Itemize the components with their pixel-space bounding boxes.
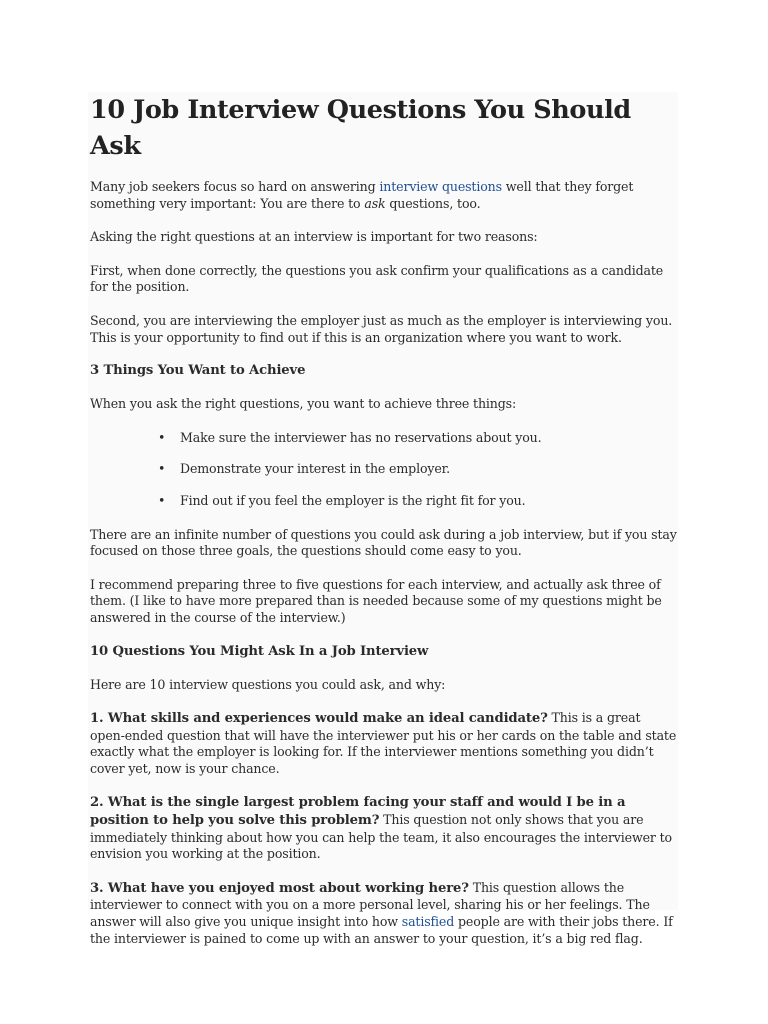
article	[88, 92, 678, 946]
here-paragraph: Here are 10 interview questions you could ask, and why:	[90, 676, 446, 692]
achieve-heading: 3 Things You Want to Achieve	[90, 363, 306, 379]
first-reason-paragraph: First, when done correctly, the questions you ask confirm your qualifications as a candidate for the position.	[90, 262, 664, 295]
list-item: • Make sure the interviewer has no reservations about you.	[90, 430, 678, 447]
intro-paragraph: Many job seekers focus so hard on answering interview questions well that they forget something very important: You are there to ask questions, too.	[90, 179, 634, 211]
second-reason-paragraph: Second, you are interviewing the employer just as much as the employer is interviewing you. This is your opportunity to find out if this is an organization where you want to work.	[90, 312, 673, 345]
recommend-paragraph: I recommend preparing three to five questions for each interview, and actually ask three of them. (I like to have more prepared than is needed because some of my questions might be answered in the course of the interview.)	[90, 576, 662, 625]
interview-questions-link[interactable]: interview questions	[379, 179, 502, 194]
achieve-paragraph: When you ask the right questions, you want to achieve three things:	[90, 396, 517, 412]
reasons-paragraph: Asking the right questions at an interview is important for two reasons:	[90, 229, 538, 245]
questions-heading: 10 Questions You Might Ask In a Job Interview	[90, 643, 429, 659]
list-item: • Find out if you feel the employer is the right fit for you.	[90, 493, 678, 510]
question-3: 3. What have you enjoyed most about working here? This question allows the interviewer to connect with you on a more personal level, sharing his or her feelings. The answer will also give you unique insight into how satisfied people are with their jobs there. If the interviewer is pained to come up with an answer to your question, it’s a big red flag.	[90, 879, 673, 946]
infinite-paragraph: There are an infinite number of questions you could ask during a job interview, but if you stay focused on those three goals, the questions should come easy to you.	[90, 526, 677, 559]
question-2: 2. What is the single largest problem facing your staff and would I be in a position to help you solve this problem? This question not only shows that you are immediately thinking about how you can help the team, it also encourages the interviewer to envision you working at the position.	[90, 795, 672, 862]
list-item: • Demonstrate your interest in the employer.	[90, 461, 678, 478]
question-1: 1. What skills and experiences would make an ideal candidate? This is a great open-ended question that will have the interviewer put his or her cards on the table and state exactly what the employer is looking for. If the interviewer mentions something you didn’t cover yet, now is your chance.	[90, 710, 677, 776]
satisfied-link[interactable]: satisfied	[401, 914, 455, 930]
achieve-list	[90, 430, 678, 510]
page-title: 10 Job Interview Questions You Should Ask	[90, 95, 631, 161]
